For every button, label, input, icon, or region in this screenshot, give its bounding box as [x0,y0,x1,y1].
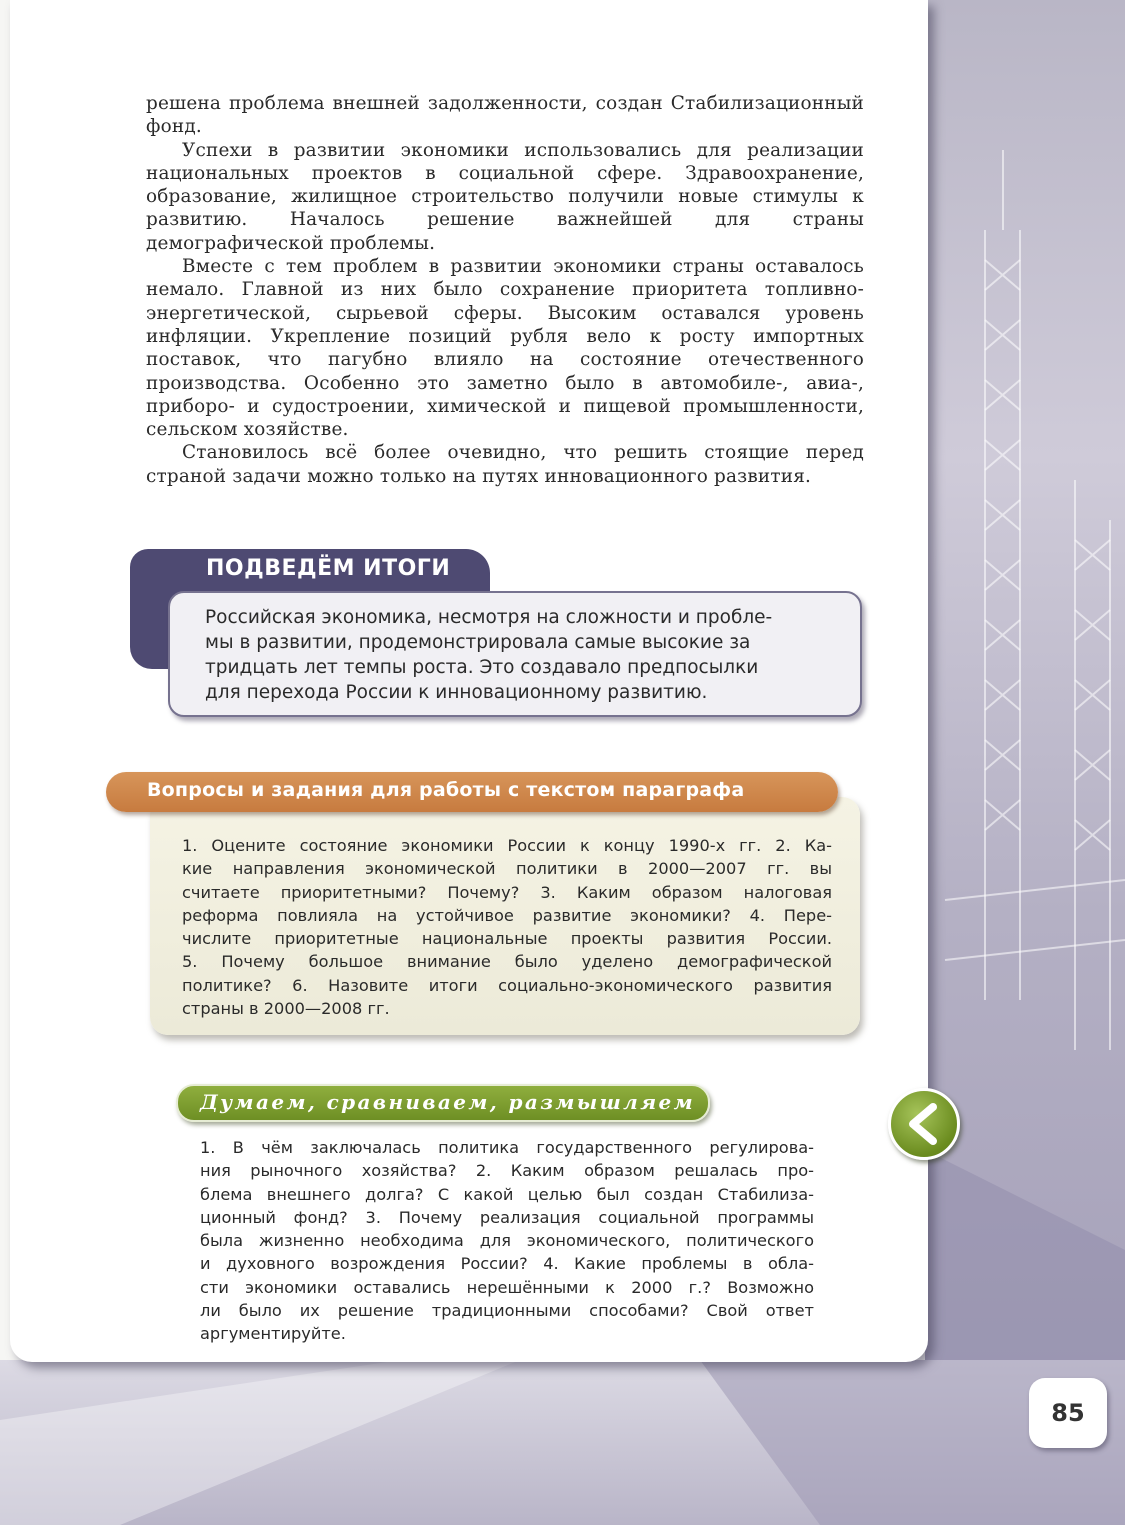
decorative-background-bottom [0,1360,1125,1525]
think-line: ли было их решение традиционными способами? Свой ответ [200,1301,814,1321]
think-line: сти экономики оставались нерешёнными к 2000 г.? Возможно [200,1277,814,1297]
summary-line: тридцать лет темпы роста. Это создавало предпосылки [205,657,759,678]
main-text [146,92,864,488]
questions-title: Вопросы и задания для работы с текстом параграфа [147,779,745,801]
page-number: 85 [1029,1378,1107,1448]
think-line: была жизненно необходима для экономического, политического [200,1231,814,1251]
questions-line: кие направления экономической политики в 2000—2007 гг. вы [182,859,832,879]
questions-line: 5. Почему большое внимание было уделено демографической [182,952,832,972]
paragraph: решена проблема внешней задолженности, создан Стабилизационный фонд. [146,93,864,138]
summary-line: мы в развитии, продемонстрировала самые высокие за [205,632,751,653]
summary-line: для перехода России к инновационному развитию. [205,682,708,703]
think-title: Думаем, сравниваем, размышляем [200,1090,696,1114]
paragraph: Вместе с тем проблем в развитии экономики страны оставалось немало. Главной из них было сохранение приоритета топливно-энергетической, сырьевой сферы. Высоким оставался уровень инфляции. Укрепление позиций рубля вело к росту импортных поставок, что пагубно влияло на состояние отечественного производства. Особенно это заметно было в автомобиле-, авиа-, приборо- и судостроении, химической и пищевой промышленности, сельском хозяйстве. [146,256,864,441]
tower-illustration [925,0,1125,1525]
questions-line: реформа повлияла на устойчивое развитие экономики? 4. Пере- [182,905,832,925]
think-line: блема внешнего долга? С какой целью был создан Стабилиза- [200,1184,814,1204]
questions-line: страны в 2000—2008 гг. [182,999,390,1019]
questions-text [182,834,832,1020]
think-line: ционный фонд? 3. Почему реализация социальной программы [200,1207,814,1227]
paragraph: Становилось всё более очевидно, что решить стоящие перед страной задачи можно только на путях инновационного развития. [146,442,864,487]
summary-text [205,605,835,705]
think-text [200,1136,814,1346]
questions-line: 1. Оцените состояние экономики России к концу 1990-х гг. 2. Ка- [182,836,832,855]
questions-line: политике? 6. Назовите итоги социально-экономического развития [182,975,832,995]
think-line: 1. В чём заключалась политика государственного регулирова- [200,1138,814,1157]
questions-line: числите приоритетные национальные проекты развития России. [182,929,832,949]
think-line: ния рыночного хозяйства? 2. Каким образом решалась про- [200,1161,814,1181]
decorative-background-right [925,0,1125,1525]
summary-line: Российская экономика, несмотря на сложности и пробле- [205,607,773,628]
summary-title: ПОДВЕДЁМ ИТОГИ [206,556,451,581]
back-button[interactable] [888,1088,960,1160]
questions-line: считаете приоритетными? Почему? 3. Каким образом налоговая [182,882,832,902]
bottom-graphic [0,1360,1125,1525]
think-line: аргументируйте. [200,1324,346,1344]
think-line: и духовного возрождения России? 4. Какие проблемы в обла- [200,1254,814,1274]
chevron-left-icon [903,1103,945,1145]
paragraph: Успехи в развитии экономики использовались для реализации национальных проектов в социальной сфере. Здравоохранение, образование, жилищное строительство получили новые стимулы к развитию. Началось решение важнейшей для страны демографической проблемы. [146,139,864,254]
